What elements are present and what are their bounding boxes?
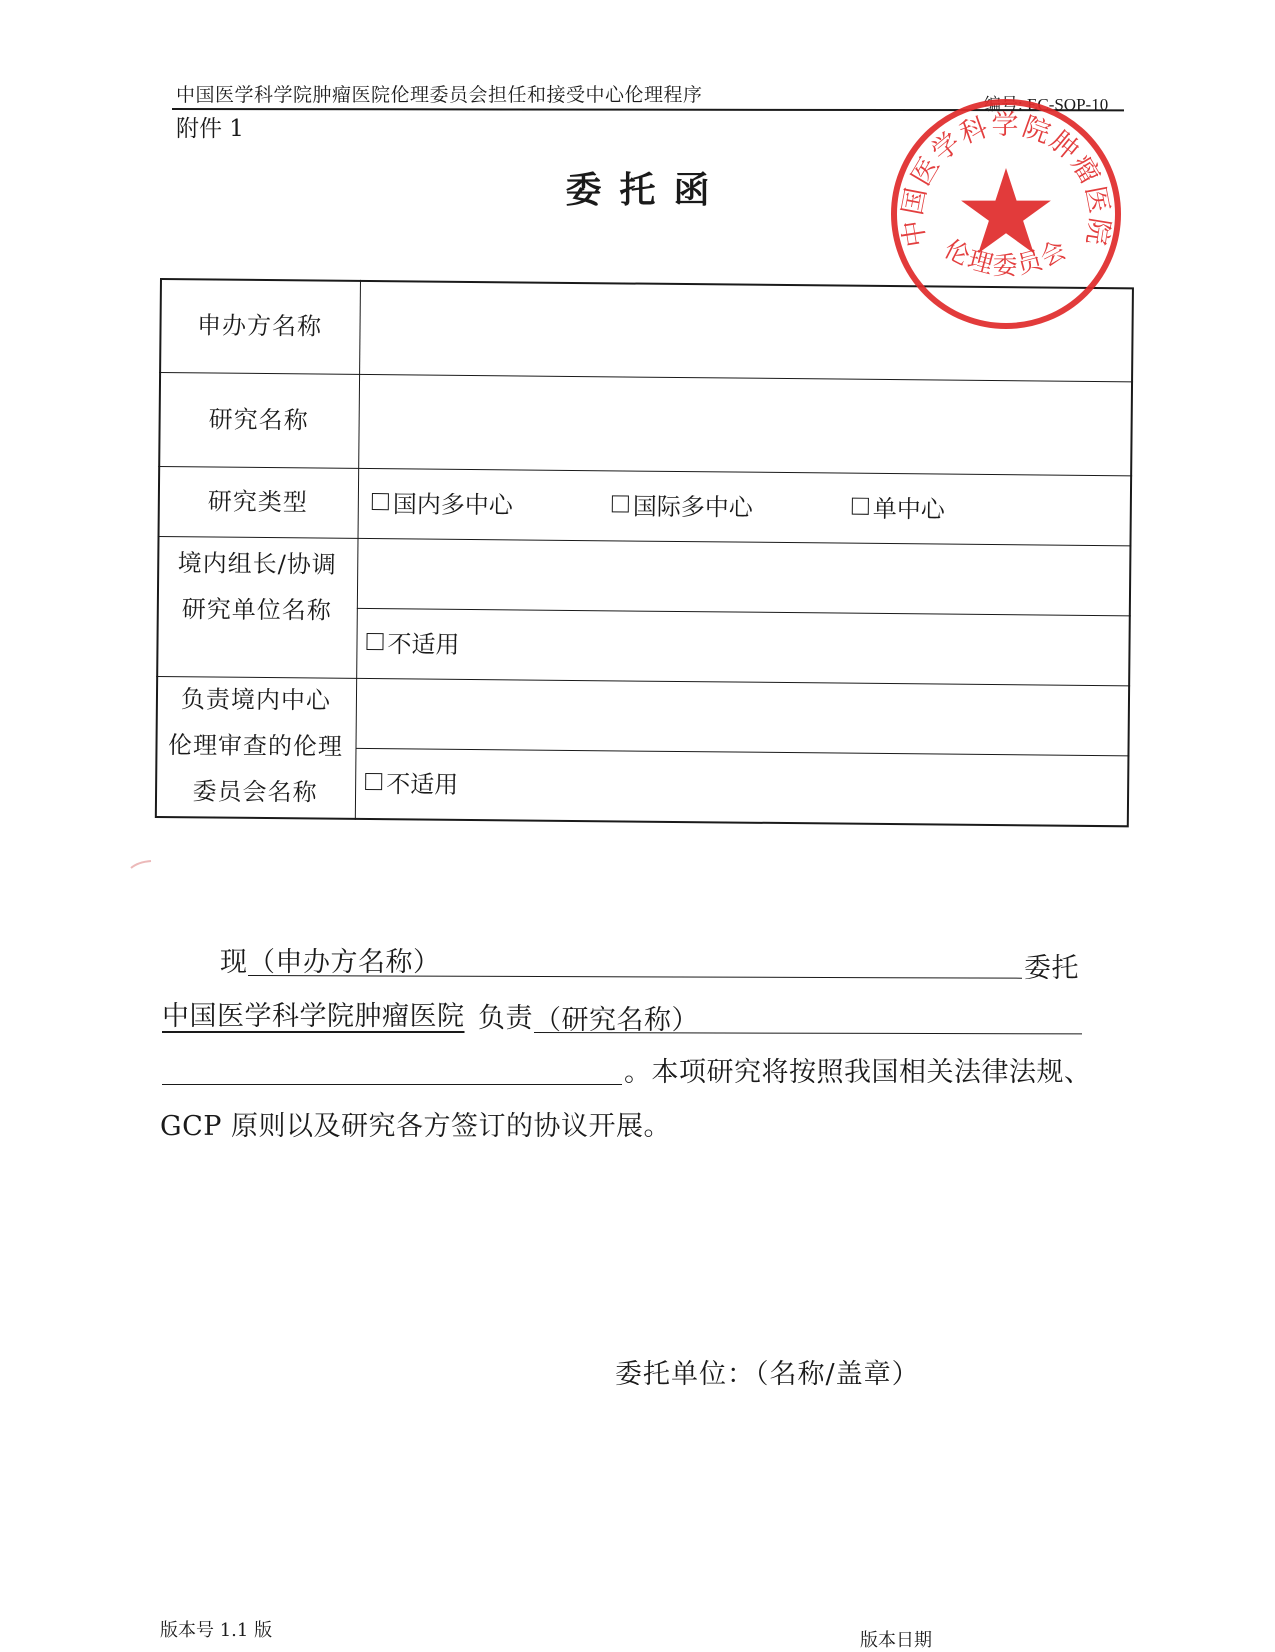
study-name-blank-hint: （研究名称） (534, 1005, 699, 1036)
body-line3-suffix: 。本项研究将按照我国相关法律法规、 (624, 1057, 1092, 1088)
option-label: 单中心 (872, 494, 945, 524)
body-line1-prefix: 现 (220, 947, 248, 978)
hospital-name: 中国医学科学院肿瘤医院 (162, 1001, 465, 1032)
option-single-center[interactable] (852, 489, 945, 524)
body-line4: GCP 原则以及研究各方签订的协议开展。 (160, 1111, 671, 1142)
checkbox-icon[interactable] (612, 495, 629, 512)
seal-bottom-text: 伦理委员会 (939, 233, 1073, 280)
checkbox-icon[interactable] (366, 632, 383, 649)
option-label: 不适用 (386, 769, 459, 799)
option-international-multicenter[interactable] (612, 486, 753, 521)
option-domestic-multicenter[interactable] (372, 484, 513, 519)
ethics-committee-field[interactable] (358, 680, 1129, 753)
seal-star-icon (961, 168, 1051, 253)
footer-date: 版本日期 (860, 1630, 932, 1651)
checkbox-icon[interactable] (852, 497, 869, 514)
option-label: 国际多中心 (632, 492, 753, 522)
document-number: 编号: EC-SOP-10 (984, 95, 1109, 114)
ethics-committee-label-line2: 伦理审查的伦理 (167, 731, 344, 761)
ethics-committee-label-line3: 委员会名称 (192, 777, 318, 807)
entrusting-party-signature: 委托单位：（名称/盖章） (615, 1359, 920, 1390)
study-name-field[interactable] (360, 376, 1131, 473)
lead-unit-not-applicable[interactable] (366, 624, 459, 659)
header-title: 中国医学科学院肿瘤医院伦理委员会担任和接受中心伦理程序 (176, 84, 703, 106)
body-line1-suffix: 委托 (1024, 953, 1079, 984)
body-line2-middle: 负责 (478, 1003, 533, 1034)
checkbox-icon[interactable] (372, 493, 389, 510)
ethics-committee-not-applicable[interactable] (365, 764, 458, 799)
document-title: 委托函 (565, 169, 728, 211)
entrustment-form-table (155, 278, 1134, 857)
attachment-label: 附件 1 (176, 116, 244, 142)
study-name-continuation-underline[interactable] (162, 1084, 622, 1085)
lead-unit-field[interactable] (359, 540, 1130, 613)
lead-unit-label-line1: 境内组长/协调 (177, 549, 337, 579)
option-label: 不适用 (387, 629, 460, 659)
sponsor-name-label: 申办方名称 (196, 311, 323, 341)
sponsor-name-blank-hint: （申办方名称） (248, 947, 441, 978)
option-label: 国内多中心 (392, 489, 513, 519)
lead-unit-label-line2: 研究单位名称 (181, 595, 332, 625)
checkbox-icon[interactable] (365, 772, 382, 789)
study-type-label: 研究类型 (207, 487, 308, 517)
ethics-committee-seal (888, 96, 1124, 332)
footer-version: 版本号 1.1 版 (160, 1620, 273, 1641)
ink-smudge (130, 860, 152, 870)
study-name-label: 研究名称 (208, 405, 309, 435)
seal-top-text: 中国医学科学院肿瘤医院 (897, 109, 1115, 250)
ethics-committee-label-line1: 负责境内中心 (180, 685, 332, 715)
